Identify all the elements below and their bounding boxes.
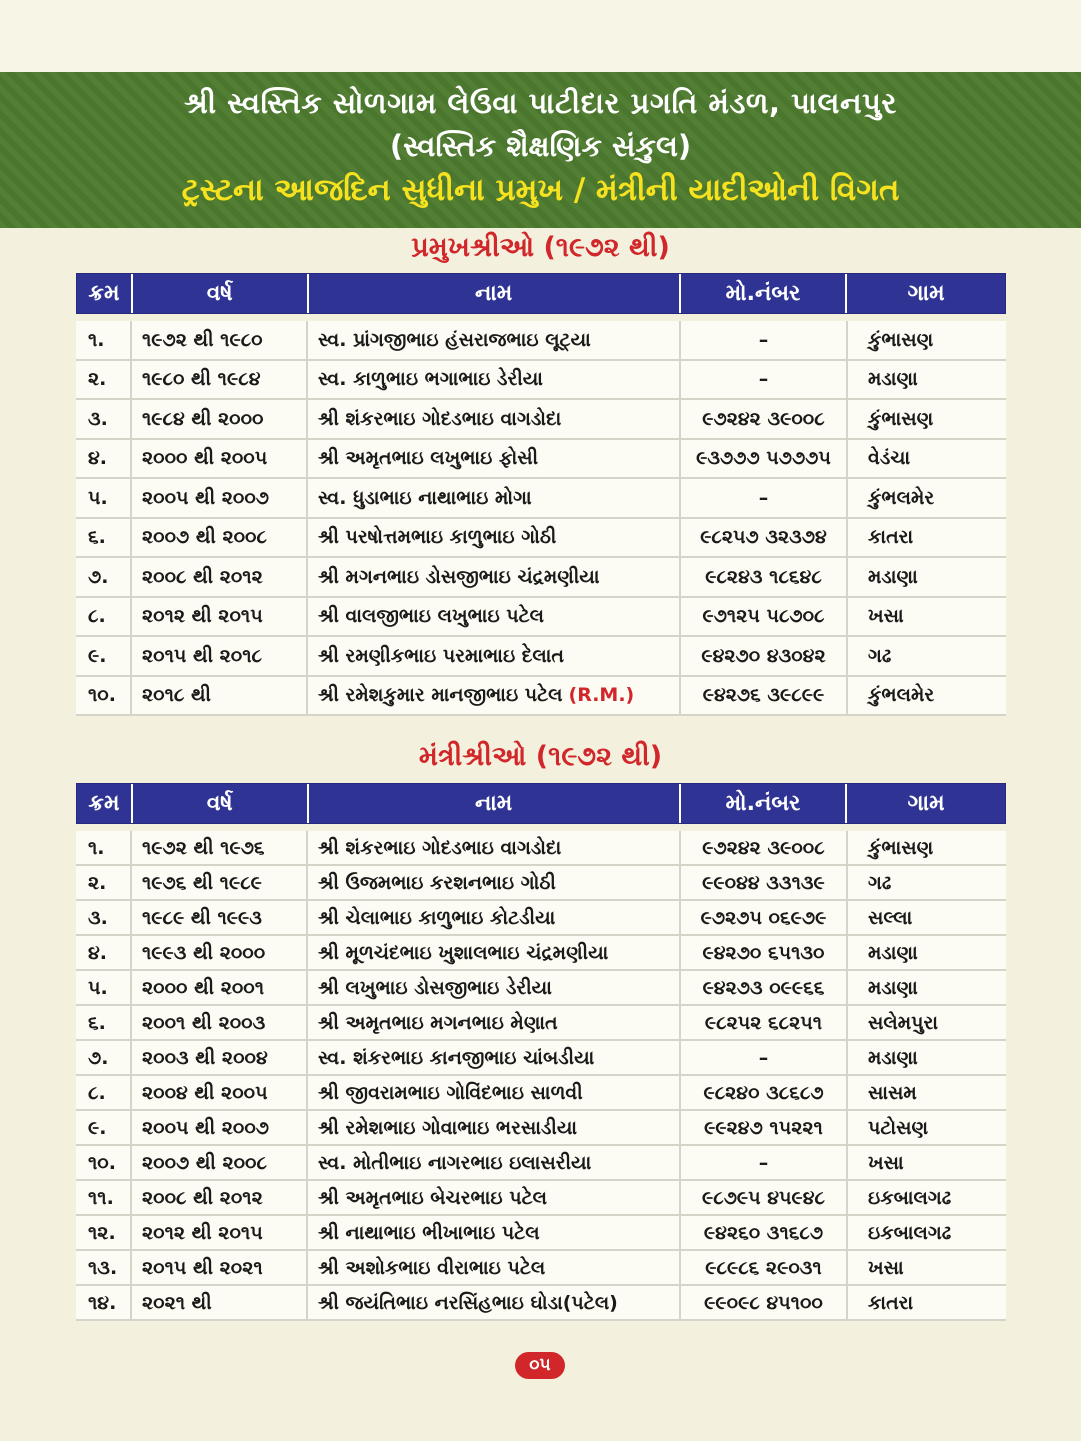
name-cell-text: શ્રી અશોકભાઇ વીરાભાઇ પટેલ [318, 1256, 546, 1279]
village-cell [848, 637, 1006, 675]
name-cell [308, 831, 681, 864]
mobile-cell [681, 1006, 848, 1039]
years-cell [132, 677, 308, 715]
serial-cell-text: ૭. [88, 1046, 109, 1069]
presidents-table [76, 273, 1006, 716]
col-header-name: નામ [309, 784, 681, 823]
village-cell [848, 440, 1006, 478]
village-cell-text: ખસા [868, 1151, 904, 1174]
serial-cell [76, 519, 132, 557]
table-row [76, 1216, 1006, 1251]
years-cell-text: ૨૦૦૮ થી ૨૦૧૨ [142, 565, 263, 588]
serial-cell [76, 901, 132, 934]
serial-cell [76, 936, 132, 969]
mobile-cell-text: – [758, 1046, 769, 1069]
col-header-years: વર્ષ [133, 784, 309, 823]
table-row [76, 558, 1006, 598]
table-header [76, 783, 1006, 824]
mobile-cell [681, 479, 848, 517]
mobile-cell-text: ૯૯૦૪૪ ૩૩૧૩૯ [702, 871, 825, 894]
mobile-cell-text: ૯૮૨૫૭ ૩૨૩૭૪ [700, 526, 827, 549]
mobile-cell-text: – [758, 368, 769, 391]
years-cell-text: ૨૦૦૦ થી ૨૦૦૫ [142, 447, 268, 470]
village-cell-text: સલ્લા [868, 906, 913, 929]
mobile-cell-text: ૯૪૨૭૩ ૦૯૯૬૬ [702, 976, 825, 999]
name-cell [308, 637, 681, 675]
years-cell [132, 1251, 308, 1284]
table-row [76, 400, 1006, 440]
secretaries-title: મંત્રીશ્રીઓ (૧૯૭૨ થી) [418, 741, 663, 772]
serial-cell-text: ૧૨. [88, 1221, 116, 1244]
table-row [76, 321, 1006, 361]
col-header-serial: ક્રમ [77, 274, 133, 313]
years-cell [132, 598, 308, 636]
mobile-cell-text: ૯૮૨૫૨ ૬૮૨૫૧ [704, 1011, 823, 1034]
mobile-cell [681, 971, 848, 1004]
years-cell-text: ૨૦૨૧ થી [142, 1291, 212, 1314]
serial-cell [76, 1251, 132, 1284]
serial-cell [76, 637, 132, 675]
table-row [76, 1146, 1006, 1181]
table-row [76, 866, 1006, 901]
years-cell-text: ૨૦૦૦ થી ૨૦૦૧ [142, 976, 265, 999]
serial-cell [76, 479, 132, 517]
mobile-cell [681, 519, 848, 557]
village-cell [848, 1006, 1006, 1039]
name-cell [308, 1216, 681, 1249]
name-cell-text: શ્રી ચેલાભાઇ કાળુભાઇ કોટડીયા [318, 906, 556, 929]
mobile-cell [681, 1251, 848, 1284]
years-cell-text: ૨૦૧૫ થી ૨૦૨૧ [142, 1256, 263, 1279]
table-row [76, 440, 1006, 480]
years-cell [132, 971, 308, 1004]
serial-cell-text: ૨. [88, 368, 107, 391]
serial-cell-text: ૮. [88, 605, 106, 628]
serial-cell [76, 866, 132, 899]
years-cell [132, 479, 308, 517]
years-cell [132, 558, 308, 596]
mobile-cell-text: ૯૯૦૯૮ ૪૫૧૦૦ [704, 1291, 823, 1314]
village-cell [848, 1111, 1006, 1144]
village-cell [848, 1286, 1006, 1319]
name-cell [308, 1181, 681, 1214]
village-cell-text: મડાણા [868, 941, 918, 964]
name-cell-text: શ્રી રમેશભાઇ ગોવાભાઇ ભરસાડીયા [318, 1116, 578, 1139]
village-cell [848, 519, 1006, 557]
name-cell [308, 936, 681, 969]
name-cell-text: સ્વ. પ્રાંગજીભાઇ હંસરાજભાઇ લૂટ્યા [318, 328, 591, 351]
village-cell-text: ઇકબાલગઢ [868, 1221, 952, 1244]
village-cell [848, 1216, 1006, 1249]
col-header-mobile: મો.નંબર [681, 274, 848, 313]
name-cell-text: શ્રી જયંતિભાઇ નરસિંહભાઇ ઘોડા(પટેલ) [318, 1291, 618, 1314]
mobile-cell-text: ૯૯૨૪૭ ૧૫૨૨૧ [704, 1116, 823, 1139]
serial-cell-text: ૯. [88, 1116, 107, 1139]
table-row [76, 1076, 1006, 1111]
table-row [76, 971, 1006, 1006]
mobile-cell [681, 936, 848, 969]
name-cell-text: સ્વ. મોતીભાઇ નાગરભાઇ ઇલાસરીયા [318, 1151, 592, 1174]
mobile-cell [681, 558, 848, 596]
village-cell-text: ખસા [868, 605, 904, 628]
name-cell [308, 866, 681, 899]
years-cell-text: ૨૦૧૨ થી ૨૦૧૫ [142, 1221, 263, 1244]
mobile-cell-text: ૯૩૭૭૭ ૫૭૭૭૫ [696, 447, 831, 470]
years-cell-text: ૧૯૮૯ થી ૧૯૯૩ [142, 906, 262, 929]
years-cell-text: ૧૯૭૨ થી ૧૯૭૬ [142, 836, 265, 859]
years-cell [132, 1041, 308, 1074]
mobile-cell [681, 321, 848, 359]
mobile-cell [681, 1216, 848, 1249]
years-cell [132, 1146, 308, 1179]
years-cell-text: ૨૦૦૭ થી ૨૦૦૮ [142, 1151, 267, 1174]
village-cell [848, 400, 1006, 438]
years-cell-text: ૨૦૦૭ થી ૨૦૦૮ [142, 526, 267, 549]
presidents-table-body [76, 321, 1006, 716]
name-cell-text: શ્રી ઉજમભાઇ કરશનભાઇ ગોઠી [318, 871, 556, 894]
years-cell-text: ૨૦૦૧ થી ૨૦૦૩ [142, 1011, 266, 1034]
village-cell-text: કુંભાસણ [868, 407, 934, 430]
mobile-cell [681, 1181, 848, 1214]
village-cell-text: મડાણા [868, 565, 918, 588]
header-banner [0, 72, 1081, 228]
serial-cell [76, 1076, 132, 1109]
serial-cell-text: ૩. [88, 906, 108, 929]
village-cell [848, 361, 1006, 399]
serial-cell [76, 1111, 132, 1144]
serial-cell [76, 971, 132, 1004]
table-row [76, 1111, 1006, 1146]
village-cell [848, 1041, 1006, 1074]
serial-cell [76, 677, 132, 715]
page-number: ૦૫ [515, 1352, 565, 1379]
serial-cell-text: ૧. [88, 836, 105, 859]
name-suffix: (R.M.) [568, 684, 635, 707]
secretaries-table-body [76, 831, 1006, 1321]
name-cell [308, 321, 681, 359]
mobile-cell-text: – [758, 1151, 769, 1174]
years-cell [132, 400, 308, 438]
serial-cell-text: ૫. [88, 976, 108, 999]
name-cell-text: શ્રી શંકરભાઇ ગોદડભાઇ વાગડોદા [318, 407, 562, 430]
village-cell-text: સલેમપુરા [868, 1011, 938, 1034]
name-cell-text: સ્વ. ધુડાભાઇ નાથાભાઇ મોગા [318, 486, 532, 509]
serial-cell [76, 831, 132, 864]
village-cell-text: મડાણા [868, 1046, 918, 1069]
mobile-cell [681, 1111, 848, 1144]
name-cell-text: શ્રી લખુભાઇ ડોસજીભાઇ ડેરીયા [318, 976, 552, 999]
name-cell [308, 1146, 681, 1179]
serial-cell-text: ૧૧. [88, 1186, 114, 1209]
village-cell [848, 1251, 1006, 1284]
mobile-cell [681, 901, 848, 934]
years-cell [132, 637, 308, 675]
years-cell-text: ૨૦૦૫ થી ૨૦૦૭ [142, 486, 269, 509]
name-cell [308, 1041, 681, 1074]
village-cell [848, 936, 1006, 969]
serial-cell-text: ૨. [88, 871, 107, 894]
years-cell-text: ૨૦૦૫ થી ૨૦૦૭ [142, 1116, 269, 1139]
mobile-cell-text: ૯૪૨૬૦ ૩૧૬૮૭ [703, 1221, 824, 1244]
serial-cell-text: ૧૪. [88, 1291, 117, 1314]
name-cell [308, 1076, 681, 1109]
years-cell [132, 1111, 308, 1144]
serial-cell [76, 440, 132, 478]
mobile-cell [681, 1286, 848, 1319]
village-cell-text: મડાણા [868, 368, 918, 391]
serial-cell-text: ૯. [88, 644, 107, 667]
name-cell-text: શ્રી અમૃતભાઇ બેચરભાઇ પટેલ [318, 1186, 547, 1209]
mobile-cell-text: ૯૭૨૪૨ ૩૯૦૦૮ [702, 836, 825, 859]
organization-name: શ્રી સ્વસ્તિક સોળગામ લેઉવા પાટીદાર પ્રગતિ મંડળ, પાલનપુર [184, 86, 897, 120]
name-cell-text: શ્રી શંકરભાઇ ગોદડભાઇ વાગડોદા [318, 836, 562, 859]
serial-cell-text: ૪. [88, 447, 107, 470]
village-cell [848, 1181, 1006, 1214]
col-header-village: ગામ [907, 791, 945, 816]
village-cell [848, 901, 1006, 934]
table-header [76, 273, 1006, 314]
serial-cell-text: ૩. [88, 407, 108, 430]
mobile-cell [681, 440, 848, 478]
table-row [76, 479, 1006, 519]
village-cell-text: ખસા [868, 1256, 904, 1279]
mobile-cell [681, 1076, 848, 1109]
mobile-cell [681, 400, 848, 438]
col-header-years: વર્ષ [133, 274, 309, 313]
top-margin [0, 0, 1081, 72]
village-cell-text: કુંભાસણ [868, 328, 934, 351]
years-cell-text: ૨૦૧૮ થી [142, 684, 211, 707]
serial-cell-text: ૧. [88, 328, 105, 351]
serial-cell [76, 1006, 132, 1039]
col-header-mobile: મો.નંબર [681, 784, 848, 823]
serial-cell [76, 1286, 132, 1319]
years-cell-text: ૨૦૧૫ થી ૨૦૧૮ [142, 644, 262, 667]
years-cell [132, 519, 308, 557]
serial-cell [76, 598, 132, 636]
name-cell [308, 558, 681, 596]
serial-cell [76, 558, 132, 596]
mobile-cell-text: ૯૪૨૭૦ ૪૩૦૪૨ [701, 644, 826, 667]
years-cell [132, 1006, 308, 1039]
mobile-cell-text: ૯૮૨૪૦ ૩૮૬૮૭ [703, 1081, 824, 1104]
years-cell-text: ૨૦૦૪ થી ૨૦૦૫ [142, 1081, 268, 1104]
mobile-cell-text: ૯૭૨૪૨ ૩૯૦૦૮ [702, 407, 825, 430]
name-cell-text: શ્રી જીવરામભાઇ ગોવિંદભાઇ સાળવી [318, 1081, 583, 1104]
name-cell-text: શ્રી નાથાભાઇ ભીખાભાઇ પટેલ [318, 1221, 540, 1244]
table-row [76, 1041, 1006, 1076]
name-cell-text: શ્રી મગનભાઇ ડોસજીભાઇ ચંદ્રમણીયા [318, 565, 600, 588]
village-cell-text: ગઢ [868, 644, 892, 667]
table-row [76, 831, 1006, 866]
mobile-cell [681, 361, 848, 399]
village-cell-text: પટોસણ [868, 1116, 929, 1139]
serial-cell-text: ૧૩. [88, 1256, 118, 1279]
name-cell-text: શ્રી વાલજીભાઇ લખુભાઇ પટેલ [318, 605, 545, 628]
name-cell [308, 677, 681, 715]
serial-cell [76, 321, 132, 359]
name-cell [308, 1251, 681, 1284]
name-cell-text: સ્વ. કાળુભાઇ ભગાભાઇ ડેરીયા [318, 368, 543, 391]
years-cell [132, 866, 308, 899]
years-cell [132, 361, 308, 399]
name-cell [308, 971, 681, 1004]
mobile-cell-text: ૯૪૨૭૬ ૩૯૮૯૯ [702, 684, 825, 707]
years-cell [132, 440, 308, 478]
serial-cell-text: ૫. [88, 486, 108, 509]
name-cell [308, 519, 681, 557]
serial-cell-text: ૮. [88, 1081, 106, 1104]
serial-cell-text: ૧૦. [88, 1151, 116, 1174]
mobile-cell [681, 677, 848, 715]
serial-cell-text: ૧૦. [88, 684, 116, 707]
name-cell [308, 1286, 681, 1319]
village-cell-text: મડાણા [868, 976, 918, 999]
years-cell [132, 831, 308, 864]
serial-cell [76, 1041, 132, 1074]
village-cell-text: સાસમ [868, 1081, 917, 1104]
col-header-name: નામ [309, 274, 681, 313]
village-cell-text: કુંભલમેર [868, 684, 935, 707]
mobile-cell [681, 598, 848, 636]
village-cell [848, 598, 1006, 636]
mobile-cell [681, 831, 848, 864]
village-cell-text: કુંભલમેર [868, 486, 935, 509]
name-cell-text: શ્રી રમણીકભાઇ પરમાભાઇ દેલાત [318, 644, 565, 667]
mobile-cell-text: ૯૭૨૭૫ ૦૬૯૭૯ [700, 906, 827, 929]
name-cell [308, 1006, 681, 1039]
serial-cell [76, 1216, 132, 1249]
years-cell-text: ૧૯૮૦ થી ૧૯૮૪ [142, 368, 261, 391]
village-cell [848, 866, 1006, 899]
table-row [76, 598, 1006, 638]
years-cell-text: ૨૦૦૮ થી ૨૦૧૨ [142, 1186, 263, 1209]
table-row [76, 901, 1006, 936]
name-cell [308, 440, 681, 478]
years-cell-text: ૧૯૮૪ થી ૨૦૦૦ [142, 407, 264, 430]
serial-cell-text: ૬. [88, 526, 106, 549]
name-cell-text: શ્રી અમૃતભાઇ લખુભાઇ ફોસી [318, 447, 539, 470]
table-row [76, 1181, 1006, 1216]
mobile-cell-text: ૯૮૯૮૬ ૨૯૦૩૧ [705, 1256, 822, 1279]
name-cell-text: શ્રી પરષોત્તમભાઇ કાળુભાઇ ગોઠી [318, 526, 557, 549]
name-cell [308, 400, 681, 438]
village-cell-text: કાતરા [868, 1291, 914, 1314]
serial-cell [76, 361, 132, 399]
village-cell-text: કુંભાસણ [868, 836, 934, 859]
mobile-cell [681, 866, 848, 899]
name-cell [308, 598, 681, 636]
secretaries-table [76, 783, 1006, 1321]
village-cell [848, 1146, 1006, 1179]
mobile-cell-text: – [758, 486, 769, 509]
years-cell-text: ૧૯૭૬ થી ૧૯૮૯ [142, 871, 262, 894]
table-row [76, 1251, 1006, 1286]
presidents-title: પ્રમુખશ્રીઓ (૧૯૭૨ થી) [411, 232, 670, 263]
mobile-cell-text: ૯૮૭૯૫ ૪૫૯૪૮ [702, 1186, 825, 1209]
serial-cell-text: ૬. [88, 1011, 106, 1034]
serial-cell [76, 1146, 132, 1179]
years-cell [132, 1216, 308, 1249]
table-row [76, 677, 1006, 717]
name-cell-text: શ્રી અમૃતભાઇ મગનભાઇ મેણાત [318, 1011, 558, 1034]
table-row [76, 361, 1006, 401]
page-heading: ટ્રસ્ટના આજદિન સુધીના પ્રમુખ / મંત્રીની યાદીઓની વિગત [181, 172, 900, 208]
col-header-village: ગામ [907, 281, 945, 306]
years-cell [132, 1076, 308, 1109]
name-cell [308, 361, 681, 399]
years-cell [132, 901, 308, 934]
village-cell [848, 971, 1006, 1004]
years-cell-text: ૧૯૭૨ થી ૧૯૮૦ [142, 328, 263, 351]
table-row [76, 519, 1006, 559]
years-cell [132, 321, 308, 359]
mobile-cell [681, 1146, 848, 1179]
table-row [76, 936, 1006, 971]
name-cell [308, 479, 681, 517]
village-cell [848, 1076, 1006, 1109]
years-cell [132, 1286, 308, 1319]
village-cell-text: ગઢ [868, 871, 892, 894]
name-cell [308, 901, 681, 934]
serial-cell-text: ૪. [88, 941, 107, 964]
years-cell [132, 936, 308, 969]
name-cell [308, 1111, 681, 1144]
table-row [76, 1006, 1006, 1041]
name-cell-text: શ્રી મૂળચંદભાઇ ખુશાલભાઇ ચંદ્રમણીયા [318, 941, 609, 964]
village-cell-text: વેડંચા [868, 447, 911, 470]
name-cell-text: સ્વ. શંકરભાઇ કાનજીભાઇ ચાંબડીયા [318, 1046, 595, 1069]
village-cell [848, 677, 1006, 715]
village-cell [848, 479, 1006, 517]
years-cell-text: ૨૦૦૩ થી ૨૦૦૪ [142, 1046, 268, 1069]
years-cell [132, 1181, 308, 1214]
table-row [76, 1286, 1006, 1321]
serial-cell-text: ૭. [88, 565, 109, 588]
organization-subtitle: (સ્વસ્તિક શૈક્ષણિક સંકુલ) [389, 129, 692, 163]
village-cell-text: કાતરા [868, 526, 914, 549]
mobile-cell-text: ૯૮૨૪૩ ૧૮૬૪૮ [705, 565, 822, 588]
mobile-cell [681, 1041, 848, 1074]
village-cell [848, 558, 1006, 596]
years-cell-text: ૧૯૯૩ થી ૨૦૦૦ [142, 941, 266, 964]
years-cell-text: ૨૦૧૨ થી ૨૦૧૫ [142, 605, 263, 628]
serial-cell [76, 400, 132, 438]
village-cell-text: ઇકબાલગઢ [868, 1186, 952, 1209]
mobile-cell-text: – [758, 328, 769, 351]
village-cell [848, 321, 1006, 359]
col-header-serial: ક્રમ [77, 784, 133, 823]
village-cell [848, 831, 1006, 864]
name-cell-text: શ્રી રમેશકુમાર માનજીભાઇ પટેલ [318, 684, 563, 707]
mobile-cell [681, 637, 848, 675]
table-row [76, 637, 1006, 677]
mobile-cell-text: ૯૪૨૭૦ ૬૫૧૩૦ [702, 941, 825, 964]
serial-cell [76, 1181, 132, 1214]
mobile-cell-text: ૯૭૧૨૫ ૫૮૭૦૮ [702, 605, 825, 628]
